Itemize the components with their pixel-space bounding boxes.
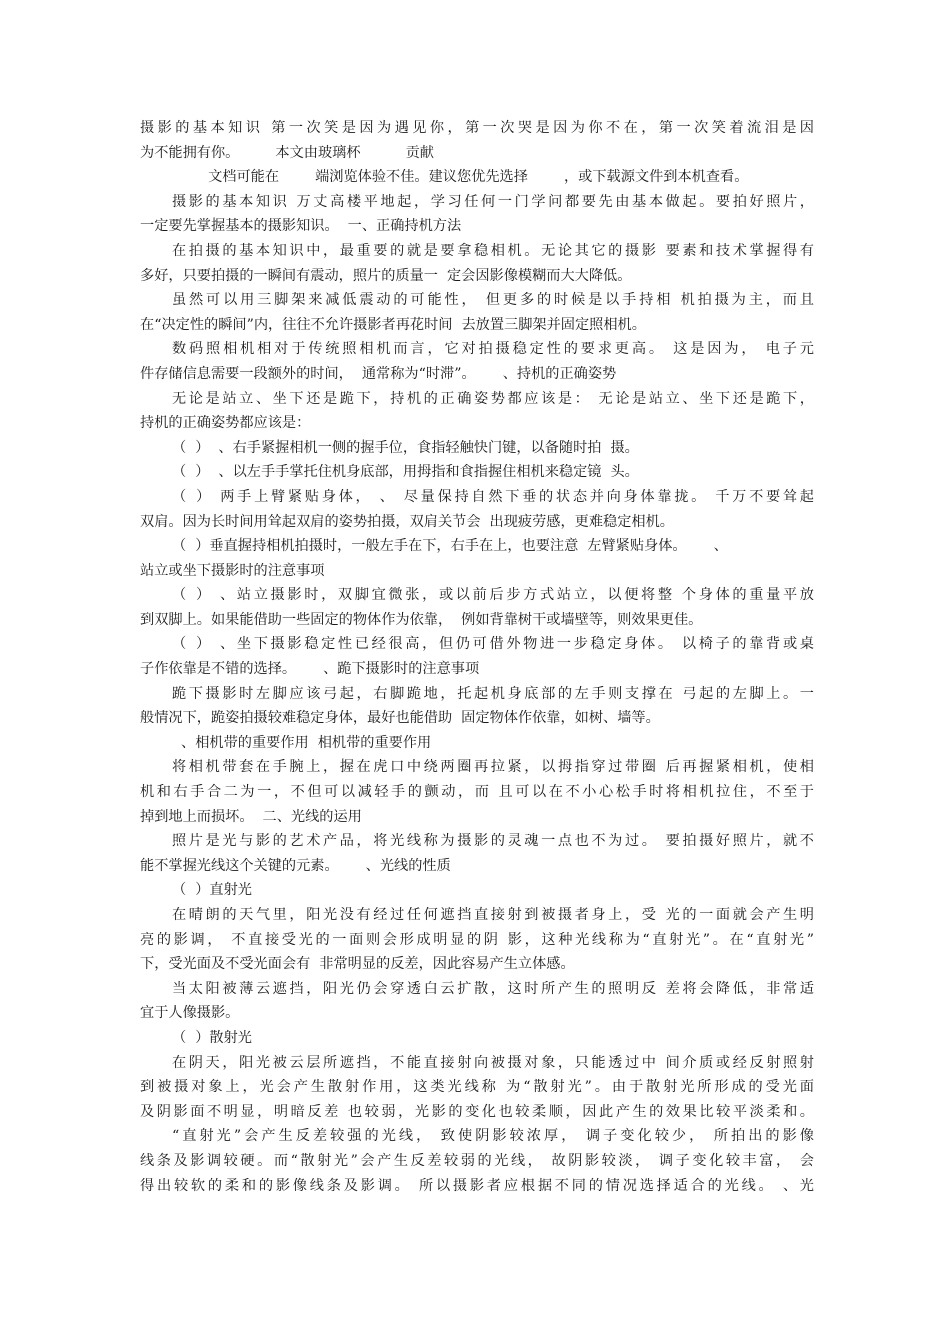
text-line: （ ） 两手上臂紧贴身体， 、 尽量保持自然下垂的状态并向身体靠拢。 千万不要耸起 [172, 488, 814, 505]
text-line: 机和右手合二为一，不但可以减轻手的颤动，而 且可以在不小心松手时将相机拉住，不至于 [140, 784, 814, 801]
text-line: 般情况下，跪姿拍摄较难稳定身体，最好也能借助 固定物体作依靠，如树、墙等。 [140, 710, 660, 727]
text-line: 当太阳被薄云遮挡，阳光仍会穿透白云扩散，这时所产生的照明反 差将会降低，非常适 [172, 980, 814, 997]
text-line: “直射光”会产生反差较强的光线， 致使阴影较浓厚， 调子变化较少， 所拍出的影像 [172, 1128, 814, 1145]
text-line: 亮的影调， 不直接受光的一面则会形成明显的阴 影，这种光线称为“直射光”。在“直射光” [140, 931, 814, 948]
text-line: （ ）散射光 [172, 1029, 252, 1046]
text-line: 照片是光与影的艺术产品，将光线称为摄影的灵魂一点也不为过。 要拍摄好照片，就不 [172, 833, 814, 850]
text-line: 在晴朗的天气里，阳光没有经过任何遮挡直接射到被摄者身上，受 光的一面就会产生明 [172, 907, 814, 923]
text-line: 到双脚上。如果能借助一些固定的物体作为依靠， 例如背靠树干或墙壁等，则效果更佳。 [140, 611, 703, 628]
text-line: 及阴影面不明显，明暗反差 也较弱，光影的变化也较柔顺，因此产生的效果比较平淡柔和。 [140, 1103, 814, 1120]
text-line: 能不掌握光线这个关键的元素。 、光线的性质 [140, 857, 451, 874]
text-line: 在阴天，阳光被云层所遮挡，不能直接射向被摄对象，只能透过中 间介质或经反射照射 [172, 1054, 814, 1071]
text-line: 到被摄对象上，光会产生散射作用，这类光线称 为“散射光”。由于散射光所形成的受光面 [140, 1079, 814, 1096]
text-line: 摄影的基本知识 万丈高楼平地起，学习任何一门学问都要先由基本做起。要拍好照片， [172, 193, 814, 210]
text-line: 在“决定性的瞬间”内，往往不允许摄影者再花时间 去放置三脚架并固定照相机。 [140, 316, 646, 333]
text-line: 宜于人像摄影。 [140, 1005, 240, 1022]
text-line: 双肩。因为长时间用耸起双肩的姿势拍摄，双肩关节会 出现疲劳感，更难稳定相机。 [140, 513, 674, 530]
text-line: （ ） 、以左手手掌托住机身底部，用拇指和食指握住相机来稳定镜 头。 [172, 464, 639, 481]
document-body [140, 116, 814, 1198]
text-line: 文档可能在 端浏览体验不佳。建议您优先选择 ，或下载源文件到本机查看。 [172, 169, 749, 186]
text-line: 在拍摄的基本知识中，最重要的就是要拿稳相机。无论其它的摄影 要素和技术掌握得有 [172, 242, 814, 259]
text-line: 多好，只要拍摄的一瞬间有震动，照片的质量一 定会因影像模糊而大大降低。 [140, 267, 632, 284]
text-line: 将相机带套在手腕上，握在虎口中绕两圈再拉紧，以拇指穿过带圈 后再握紧相机，使相 [172, 759, 814, 776]
text-line: 得出较软的柔和的影像线条及影调。 所以摄影者应根据不同的情况选择适合的光线。 、光 [140, 1177, 814, 1194]
text-line: 无论是站立、坐下还是跪下，持机的正确姿势都应该是： 无论是站立、坐下还是跪下， [172, 390, 814, 407]
text-line: 跪下摄影时左脚应该弓起，右脚跪地，托起机身底部的左手则支撑在 弓起的左脚上。一 [172, 685, 814, 702]
text-line: （ ）垂直握持相机拍摄时，一般左手在下，右手在上，也要注意 左臂紧贴身体。 、 [172, 538, 728, 555]
text-line: 子作依靠是不错的选择。 、跪下摄影时的注意事项 [140, 661, 480, 678]
text-line: 一定要先掌握基本的摄影知识。 一、正确持机方法 [140, 218, 462, 235]
text-line: 站立或坐下摄影时的注意事项 [140, 562, 325, 579]
text-line: 件存储信息需要一段额外的时间， 通常称为“时滞”。 、持机的正确姿势 [140, 365, 617, 382]
text-line: 持机的正确姿势都应该是： [140, 415, 311, 432]
text-line: （ ） 、站立摄影时，双脚宜微张，或以前后步方式站立，以便将整 个身体的重量平放 [172, 587, 814, 604]
text-line: 虽然可以用三脚架来减低震动的可能性， 但更多的时候是以手持相 机拍摄为主，而且 [172, 292, 814, 309]
text-line: 摄影的基本知识 第一次笑是因为遇见你，第一次哭是因为你不在，第一次笑着流泪是因 [140, 120, 814, 136]
text-line: （ ） 、坐下摄影稳定性已经很高，但仍可借外物进一步稳定身体。 以椅子的靠背或桌 [172, 636, 814, 653]
text-line: 为不能拥有你。 本文由玻璃杯 贡献 [140, 144, 434, 161]
text-line: （ ） 、右手紧握相机一侧的握手位，食指轻触快门键，以备随时拍 摄。 [172, 439, 639, 456]
text-line: 线条及影调较硬。而“散射光”会产生反差较弱的光线， 故阴影较淡， 调子变化较丰富， 会 [140, 1152, 814, 1169]
text-line: 掉到地上而损坏。 二、光线的运用 [140, 808, 362, 825]
text-line: 数码照相机相对于传统照相机而言，它对拍摄稳定性的要求更高。 这是因为， 电子元 [172, 341, 814, 358]
text-line: 下，受光面及不受光面会有 非常明显的反差，因此容易产生立体感。 [140, 956, 575, 973]
text-line: 、相机带的重要作用 相机带的重要作用 [172, 734, 432, 751]
text-line: （ ）直射光 [172, 882, 252, 899]
